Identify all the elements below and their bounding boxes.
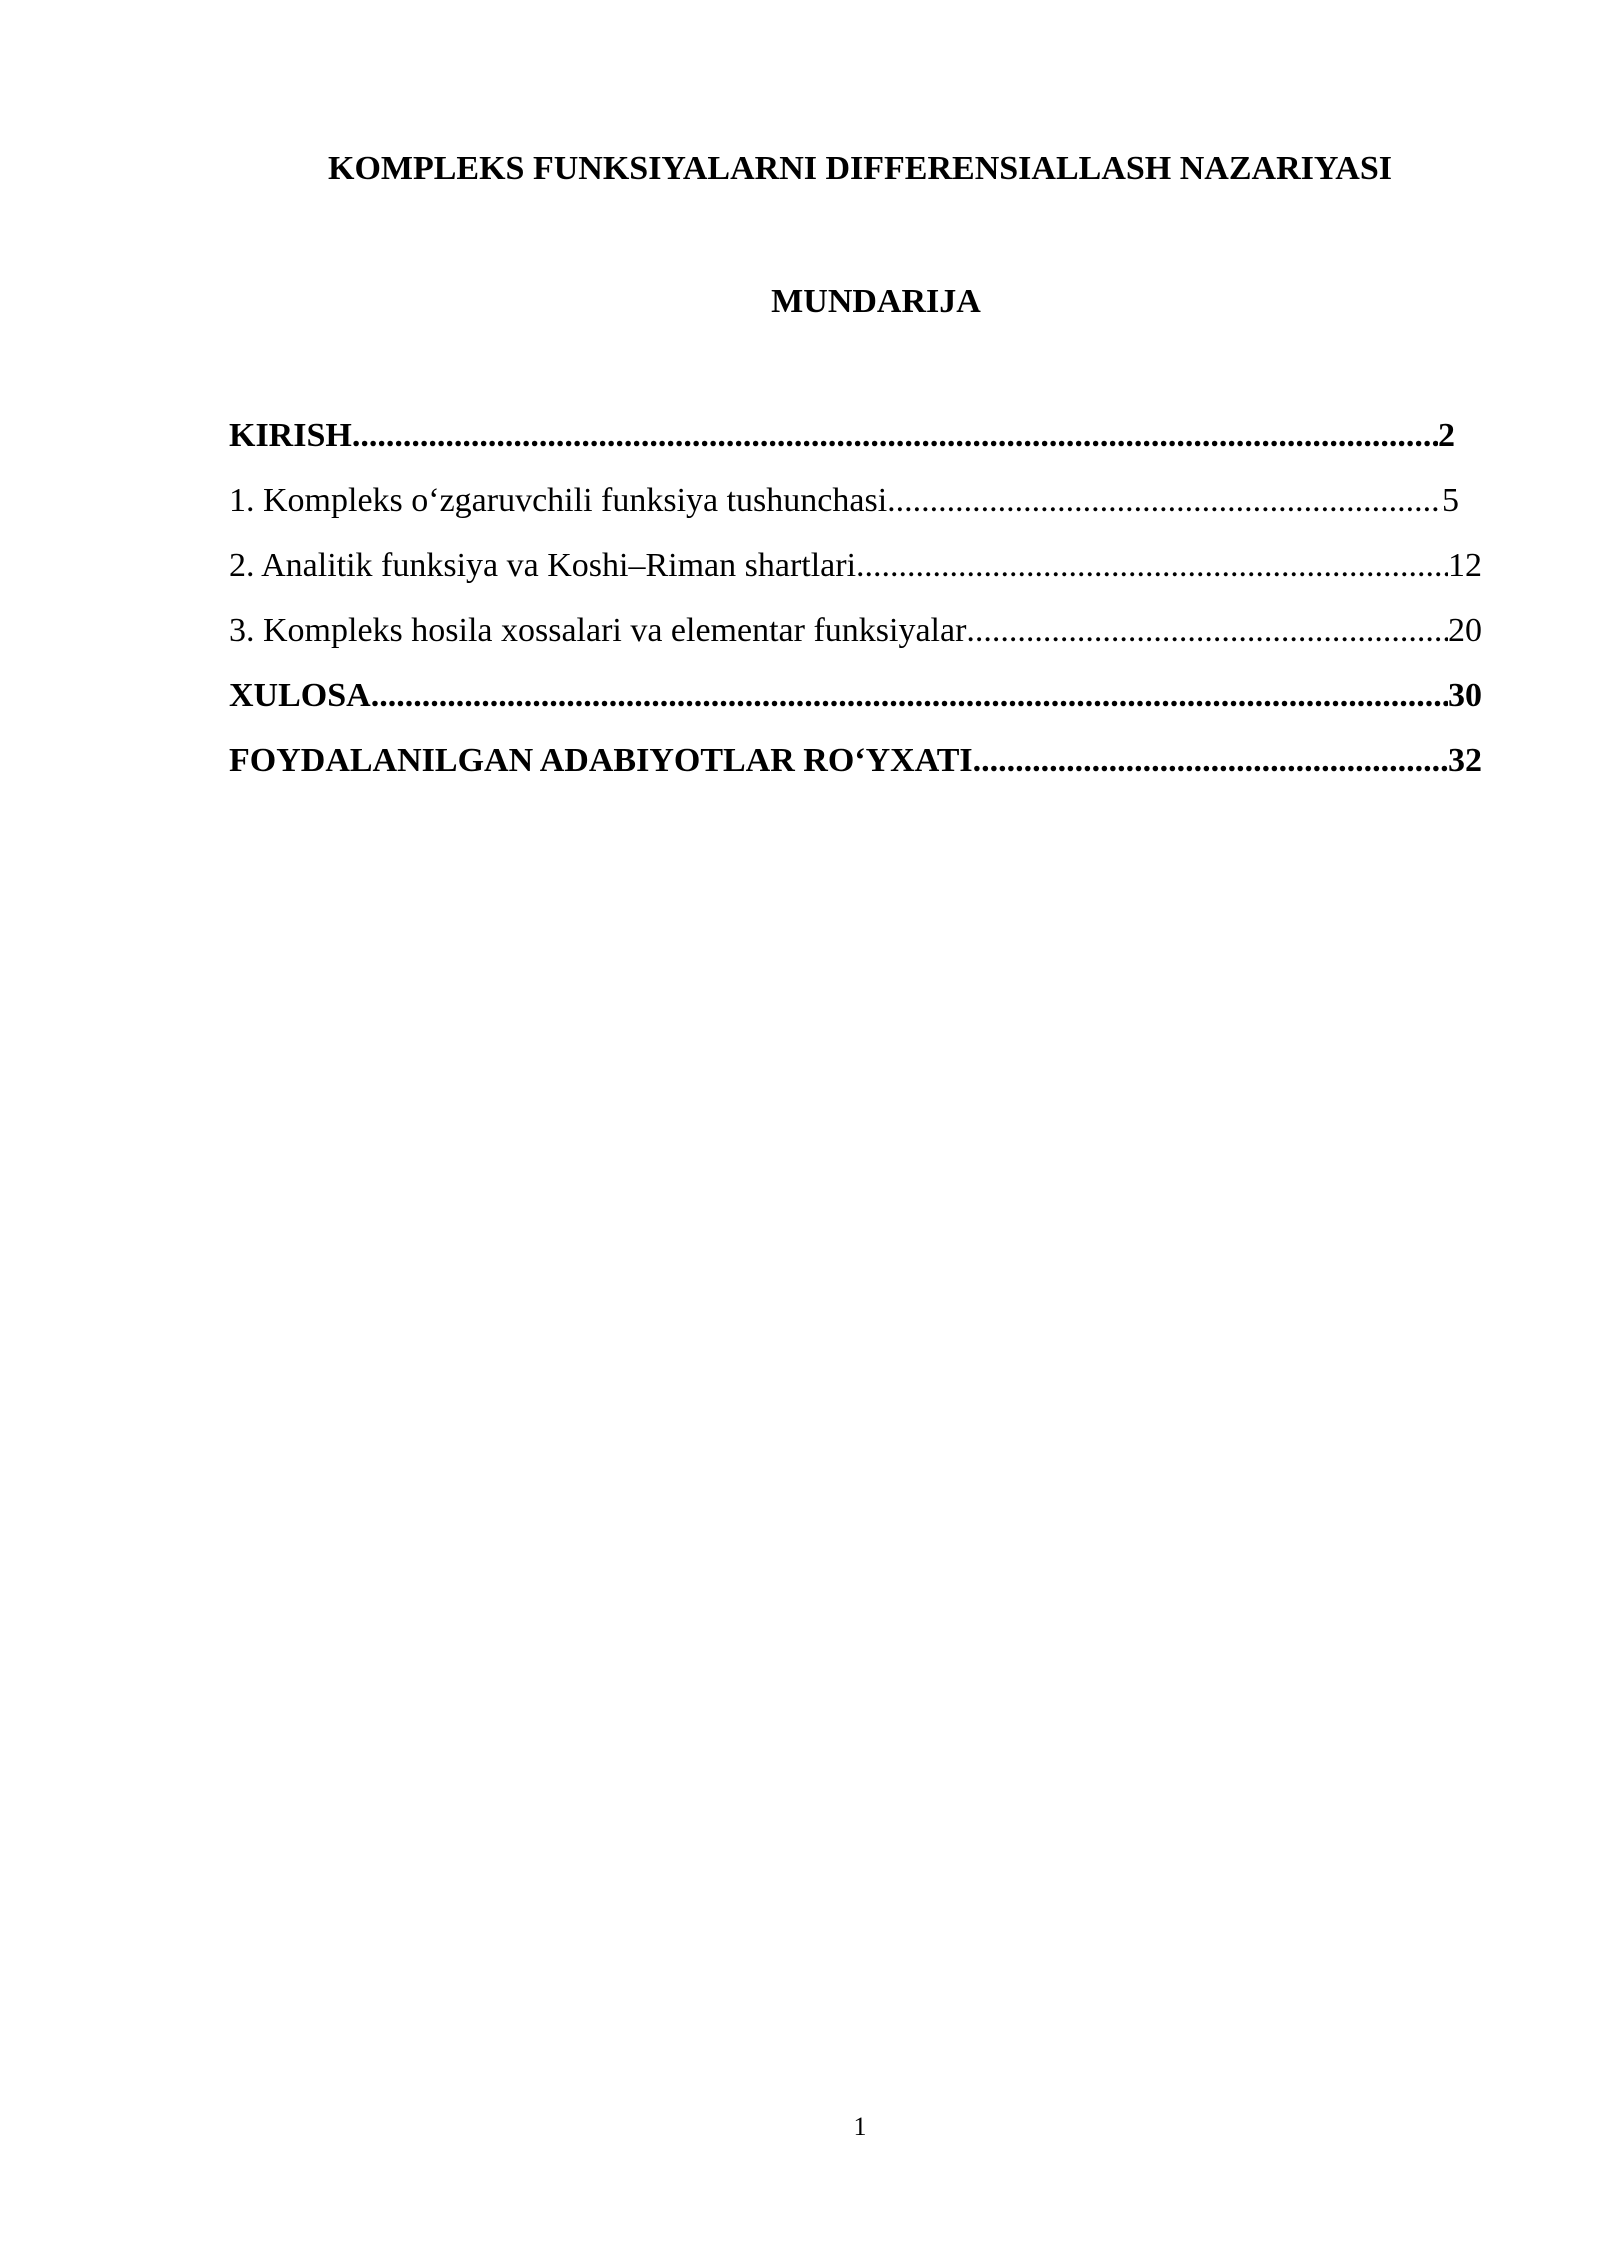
- toc-entry-label: XULOSA: [229, 677, 371, 714]
- toc-leader-dots: [966, 603, 1448, 659]
- toc-entry-page: 30: [1448, 677, 1482, 714]
- toc-heading: MUNDARIJA: [771, 283, 981, 320]
- toc-entry-label: 1. Kompleks o‘zgaruvchili funksiya tushunchasi: [229, 482, 888, 519]
- toc-entry-label: FOYDALANILGAN ADABIYOTLAR RO‘YXATI: [229, 742, 973, 779]
- table-of-contents: [229, 408, 1482, 798]
- toc-entry-label: 2. Analitik funksiya va Koshi–Riman shartlari: [229, 547, 857, 584]
- document-title: KOMPLEKS FUNKSIYALARNI DIFFERENSIALLASH NAZARIYASI: [328, 150, 1392, 187]
- toc-entry-page: 12: [1448, 547, 1482, 584]
- toc-leader-dots: [352, 408, 1438, 464]
- toc-entry-references[interactable]: [229, 733, 1482, 798]
- toc-entry-chapter-2[interactable]: [229, 538, 1482, 603]
- toc-entry-page: 5: [1442, 482, 1459, 519]
- toc-entry-page: 20: [1448, 612, 1482, 649]
- toc-leader-dots: [371, 668, 1448, 724]
- toc-entry-page: 32: [1448, 742, 1482, 779]
- toc-entry-chapter-3[interactable]: [229, 603, 1482, 668]
- toc-leader-dots: [887, 473, 1442, 529]
- page-number: 1: [853, 2112, 867, 2141]
- toc-leader-dots: [856, 538, 1448, 594]
- toc-entry-label: 3. Kompleks hosila xossalari va elementar funksiyalar: [229, 612, 967, 649]
- toc-leader-dots: [973, 733, 1448, 789]
- toc-entry-xulosa[interactable]: [229, 668, 1482, 733]
- toc-entry-kirish[interactable]: [229, 408, 1455, 473]
- toc-entry-label: KIRISH: [229, 417, 352, 454]
- toc-entry-chapter-1[interactable]: [229, 473, 1459, 538]
- toc-entry-page: 2: [1438, 417, 1455, 454]
